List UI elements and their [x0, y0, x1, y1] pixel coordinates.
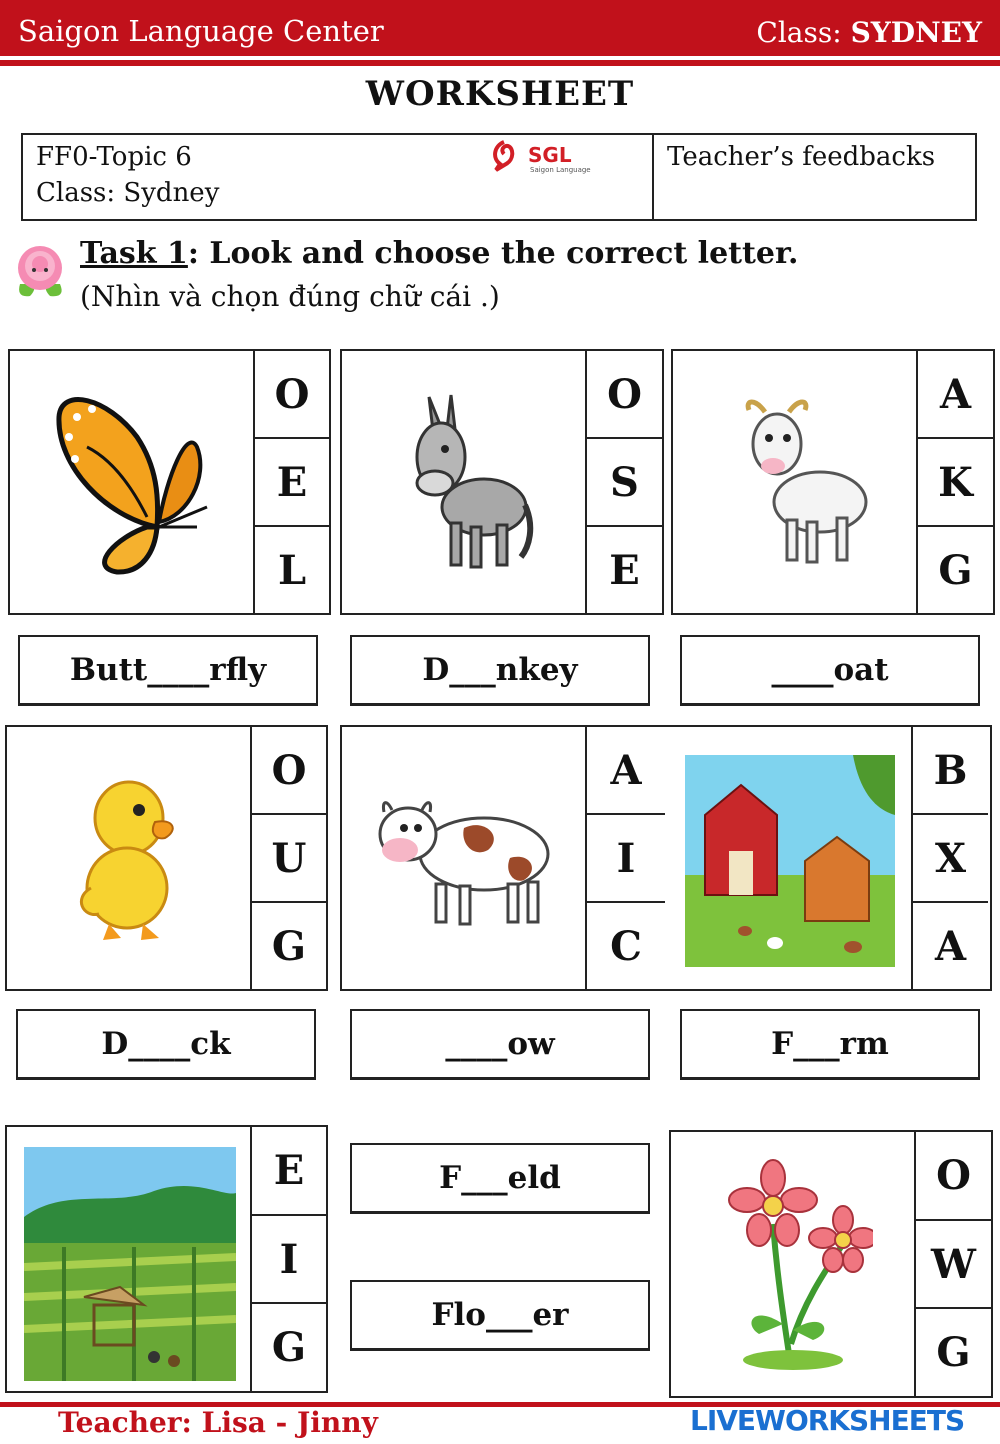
letter-option[interactable]: I: [250, 1214, 326, 1303]
letter-option[interactable]: G: [914, 1307, 991, 1396]
letter-option[interactable]: G: [250, 1302, 326, 1391]
class-value: SYDNEY: [850, 16, 982, 49]
task-label: Task 1: [80, 236, 188, 271]
card-cow: [340, 725, 667, 991]
class-label: Class:: [756, 16, 851, 49]
letter-option[interactable]: O: [253, 351, 329, 437]
letter-column: [253, 351, 329, 613]
card-duck: [5, 725, 328, 991]
logo-text: SGL: [528, 143, 572, 167]
goat-image: [673, 351, 916, 613]
card-goat: [671, 349, 995, 615]
center-name: Saigon Language Center: [18, 14, 384, 48]
class-info: Class: Sydney: [36, 178, 220, 208]
letter-option[interactable]: I: [585, 813, 665, 901]
task-instruction: : Look and choose the correct letter.: [187, 236, 799, 271]
letter-option[interactable]: U: [250, 813, 326, 901]
letter-option[interactable]: A: [916, 351, 993, 437]
letter-option[interactable]: K: [916, 437, 993, 525]
letter-option[interactable]: G: [916, 525, 993, 613]
letter-option[interactable]: L: [253, 525, 329, 613]
sgl-logo: [490, 138, 600, 174]
card-flower: [669, 1130, 993, 1398]
word-box-donkey[interactable]: D___nkey: [350, 635, 650, 706]
card-butterfly: [8, 349, 331, 615]
letter-column: [914, 1132, 991, 1396]
letter-column: [250, 727, 326, 989]
letter-option[interactable]: O: [914, 1132, 991, 1219]
letter-option[interactable]: G: [250, 901, 326, 989]
word-box-duck[interactable]: D____ck: [16, 1009, 316, 1080]
header-class: [756, 16, 982, 49]
letter-column: [916, 351, 993, 613]
donkey-image: [342, 351, 585, 613]
letter-option[interactable]: W: [914, 1219, 991, 1308]
task-title: [80, 236, 798, 271]
flower-image: [671, 1132, 914, 1396]
teacher-feedback: Teacher’s feedbacks: [667, 142, 936, 172]
farm-image: [685, 755, 895, 967]
topic-label: FF0-Topic 6: [36, 142, 192, 172]
letter-option[interactable]: O: [585, 351, 662, 437]
field-image: [24, 1147, 236, 1381]
task-translation: (Nhìn và chọn đúng chữ cái .): [80, 280, 500, 313]
logo-subtext: Saigon Language: [530, 166, 591, 174]
letter-column: [911, 727, 988, 989]
letter-option[interactable]: S: [585, 437, 662, 525]
letter-column: [585, 351, 662, 613]
flower-icon: [12, 240, 68, 302]
worksheet-title: WORKSHEET: [365, 74, 635, 114]
letter-column: [250, 1127, 326, 1391]
teacher-credit: Teacher: Lisa - Jinny: [58, 1406, 378, 1439]
letter-option[interactable]: B: [911, 727, 988, 813]
card-field: [5, 1125, 328, 1393]
word-box-goat[interactable]: ____oat: [680, 635, 980, 706]
word-box-cow[interactable]: ____ow: [350, 1009, 650, 1080]
letter-option[interactable]: O: [250, 727, 326, 813]
letter-option[interactable]: A: [585, 727, 665, 813]
liveworksheets-logo[interactable]: LIVEWORKSHEETS: [690, 1404, 965, 1437]
letter-option[interactable]: E: [253, 437, 329, 525]
word-box-flower[interactable]: Flo___er: [350, 1280, 650, 1351]
letter-option[interactable]: X: [911, 813, 988, 901]
letter-option[interactable]: E: [585, 525, 662, 613]
card-farm: [665, 725, 992, 991]
word-box-field[interactable]: F___eld: [350, 1143, 650, 1214]
card-donkey: [340, 349, 664, 615]
letter-column: [585, 727, 665, 989]
butterfly-image: [10, 351, 253, 613]
header-underline: [0, 60, 1000, 66]
word-box-butterfly[interactable]: Butt____rfly: [18, 635, 318, 706]
letter-option[interactable]: E: [250, 1127, 326, 1214]
letter-option[interactable]: A: [911, 901, 988, 989]
duck-image: [7, 727, 250, 989]
letter-option[interactable]: C: [585, 901, 665, 989]
word-box-farm[interactable]: F___rm: [680, 1009, 980, 1080]
cow-image: [342, 727, 585, 989]
info-divider: [652, 133, 654, 219]
